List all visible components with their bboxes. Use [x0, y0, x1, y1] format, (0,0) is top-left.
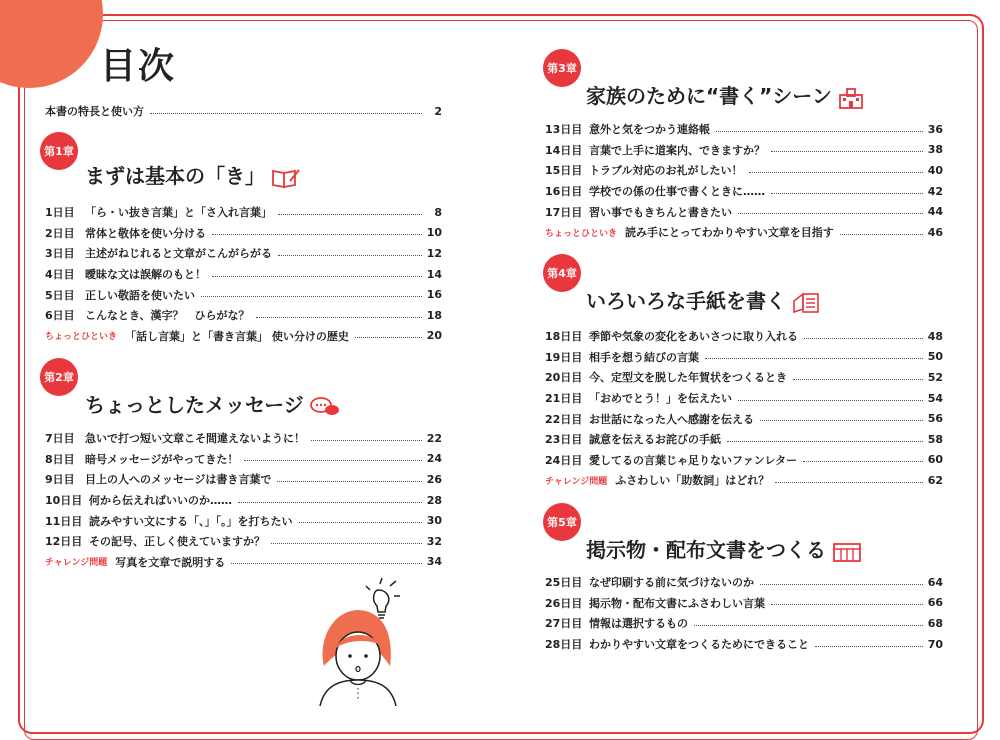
toc-entry[interactable]: 16日目 学校での係の仕事で書くときに…… 42	[545, 184, 943, 199]
chapter-1-badge: 第1章	[40, 132, 78, 170]
letter-icon	[792, 292, 820, 314]
chapter-4-list	[545, 326, 943, 491]
toc-entry[interactable]: 11日目 読みやすい文にする「、」「。」を打ちたい 30	[45, 514, 442, 528]
chapter-5-list	[545, 572, 943, 654]
toc-entry[interactable]: 10日目 何から伝えればいいのか…… 28	[45, 493, 442, 508]
chapter-1-title[interactable]: まずは基本の「き」	[85, 160, 301, 189]
toc-entry[interactable]: 27日目 情報は選択するもの 68	[545, 616, 943, 631]
toc-entry[interactable]: 19日目 相手を想う結びの言葉 50	[545, 350, 943, 364]
toc-entry[interactable]: 23日目 誠意を伝えるお詫びの手紙 58	[545, 432, 943, 447]
entry-page: 2	[434, 104, 442, 118]
thinking-person-with-lightbulb-icon	[312, 574, 422, 706]
toc-entry[interactable]: 20日目 今、定型文を脱した年賀状をつくるとき 52	[545, 370, 943, 385]
toc-entry[interactable]: 24日目 愛してるの言葉じゃ足りないファンレター 60	[545, 453, 943, 467]
toc-entry[interactable]: 1日目 「ら・い抜き言葉」と「さ入れ言葉」 8	[45, 205, 442, 220]
school-building-icon	[838, 87, 864, 109]
toc-entry[interactable]: 22日目 お世話になった人へ感謝を伝える 56	[545, 412, 943, 426]
toc-entry[interactable]: 4日目 曖昧な文は誤解のもと！ 14	[45, 267, 442, 282]
chapter-1-list	[45, 202, 442, 346]
leader-dots	[150, 113, 422, 114]
entry-title: 本書の特長と使い方	[45, 105, 144, 119]
toc-extra-entry[interactable]: ちょっとひといき 「話し言葉」と「書き言葉」 使い分けの歴史 20	[45, 329, 442, 343]
toc-extra-entry[interactable]: チャレンジ問題 ふさわしい「助数詞」はどれ？ 62	[545, 473, 943, 488]
toc-entry[interactable]: 13日目 意外と気をつかう連絡帳 36	[545, 122, 943, 137]
toc-entry[interactable]: 2日目 常体と敬体を使い分ける 10	[45, 226, 442, 240]
toc-entry[interactable]: 6日目 こんなとき、漢字？ ひらがな？ 18	[45, 308, 442, 323]
toc-entry[interactable]: 26日目 掲示物・配布文書にふさわしい言葉 66	[545, 596, 943, 610]
toc-entry[interactable]: 17日目 習い事でもきちんと書きたい 44	[545, 205, 943, 219]
toc-extra-entry[interactable]: チャレンジ問題 写真を文章で説明する 34	[45, 555, 442, 569]
chapter-5-title[interactable]: 掲示物・配布文書をつくる	[586, 534, 862, 563]
chapter-3-title[interactable]: 家族のために“書く”シーン	[586, 80, 864, 109]
chapter-2-badge: 第2章	[40, 358, 78, 396]
toc-entry[interactable]: 18日目 季節や気象の変化をあいさつに取り入れる 48	[545, 329, 943, 344]
toc-extra-entry[interactable]: ちょっとひといき 読み手にとってわかりやすい文章を目指す 46	[545, 225, 943, 240]
toc-entry[interactable]: 7日目 急いで打つ短い文章こそ間違えないように！ 22	[45, 431, 442, 446]
speech-bubble-icon	[310, 396, 340, 418]
chapter-3-badge: 第3章	[543, 49, 581, 87]
toc-entry[interactable]: 25日目 なぜ印刷する前に気づけないのか 64	[545, 575, 943, 590]
intro-entry[interactable]	[45, 101, 442, 122]
chapter-2-title[interactable]: ちょっとしたメッセージ	[85, 389, 340, 418]
chapter-4-title[interactable]: いろいろな手紙を書く	[586, 285, 820, 314]
toc-entry[interactable]: 12日目 その記号、正しく使えていますか？ 32	[45, 534, 442, 549]
toc-entry[interactable]: 28日目 わかりやすい文章をつくるためにできること 70	[545, 637, 943, 652]
book-pen-icon	[271, 167, 301, 189]
toc-entry[interactable]: 9日目 目上の人へのメッセージは書き言葉で 26	[45, 472, 442, 487]
toc-entry[interactable]: 8日目 暗号メッセージがやってきた！ 24	[45, 452, 442, 466]
toc-entry[interactable]: 21日目 「おめでとう！」を伝えたい 54	[545, 391, 943, 406]
chapter-4-badge: 第4章	[543, 254, 581, 292]
toc-entry[interactable]: 15日目 トラブル対応のお礼がしたい！ 40	[545, 163, 943, 178]
bulletin-board-icon	[832, 541, 862, 563]
page-title: 目次	[100, 46, 177, 87]
toc-entry[interactable]: 5日目 正しい敬語を使いたい 16	[45, 288, 442, 302]
chapter-3-list	[545, 119, 943, 243]
toc-entry[interactable]: 14日目 言葉で上手に道案内、できますか？ 38	[545, 143, 943, 157]
chapter-5-badge: 第5章	[543, 503, 581, 541]
chapter-2-list	[45, 428, 442, 572]
toc-entry[interactable]: 3日目 主述がねじれると文章がこんがらがる 12	[45, 246, 442, 261]
